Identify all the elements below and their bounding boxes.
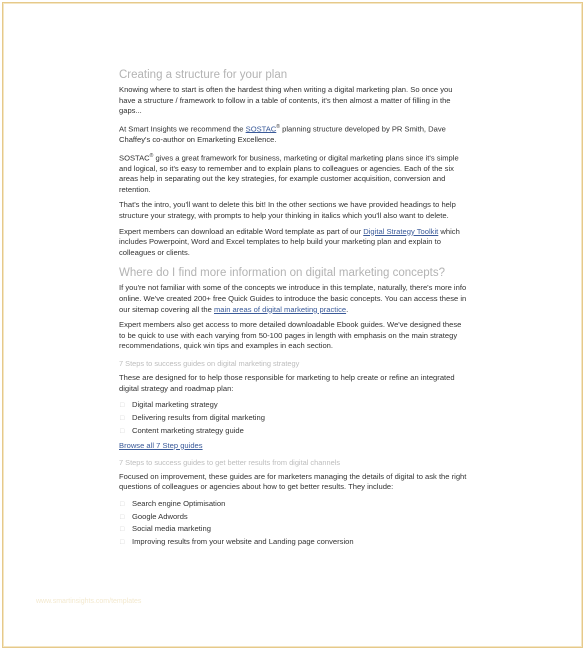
paragraph-ebook-guides: Expert members also get access to more detailed downloadable Ebook guides. We've designed these to be quick to use with each varying from 50-100 pages in length with emphasis on the main strategy recommendations, quick win tips and examples in each section.: [119, 320, 462, 351]
section-heading-more-info: Where do I find more information on digital marketing concepts?: [119, 267, 445, 280]
guides2-list: [119, 498, 469, 549]
paragraph-sostac-recommend: [119, 122, 469, 146]
list-item-label: Delivering results from digital marketing: [132, 412, 265, 422]
paragraph-concepts: [119, 283, 469, 315]
bullet-icon: □: [120, 414, 125, 422]
list-item[interactable]: [119, 536, 469, 549]
bullet-icon: □: [120, 539, 125, 547]
paragraph-intro: Knowing where to start is often the hardest thing when writing a digital marketing plan. So once you have a structure / framework to follow in a table of contents, it's then almost a matter of filling in the gaps...: [119, 85, 453, 116]
list-item-label: Social media marketing: [132, 524, 211, 534]
list-item-label: Digital marketing strategy: [132, 400, 218, 410]
paragraph-guides2-intro: Focused on improvement, these guides are for marketers managing the details of digital to ask the right questions of colleagues or agencies about how to get better results. They include:: [119, 471, 467, 492]
list-item-label: Google Adwords: [132, 511, 188, 521]
bullet-icon: □: [120, 500, 125, 508]
digital-strategy-toolkit-link[interactable]: Digital Strategy Toolkit: [363, 226, 439, 236]
list-item[interactable]: [119, 523, 469, 536]
list-item-label: Improving results from your website and Landing page conversion: [132, 537, 354, 547]
guides1-list: [119, 399, 469, 437]
text-fragment: gives a great framework for business, marketing or digital marketing plans since it's simple and logical, so it's easy to remember and to explain plans to colleagues or agencies. Each of the six areas help in separating out the key strategies, for example customer acquisition, conversion and retention.: [119, 153, 459, 194]
paragraph-expert-download: [119, 227, 469, 259]
subheading-results-guides: 7 Steps to success guides to get better results from digital channels: [119, 457, 341, 467]
document-body: [119, 68, 469, 552]
section-heading-structure: Creating a structure for your plan: [119, 69, 288, 81]
subheading-strategy-guides: 7 Steps to success guides on digital marketing strategy: [119, 358, 300, 368]
paragraph-intro-delete: That's the intro, you'll want to delete this bit! In the other sections we have provided headings to help structure your strategy, with prompts to help your thinking in italics which you'll also want to delete.: [119, 200, 456, 220]
text-fragment: Expert members can download an editable Word template as part of our: [119, 226, 364, 236]
footer-watermark: www.smartinsights.com/templates: [36, 598, 142, 605]
paragraph-sostac-framework: [119, 151, 469, 196]
text-fragment: If you're not familiar with some of the concepts we introduce in this template, naturally, there's more info online. We've created 200+ free Quick Guides to introduce the basic concepts. You can access these in our sitemap covering all the: [119, 283, 467, 314]
list-item-label: Search engine Optimisation: [132, 498, 226, 508]
text-fragment: SOSTAC: [119, 153, 150, 163]
list-item[interactable]: [119, 412, 469, 425]
registered-mark: ®: [149, 152, 154, 159]
list-item[interactable]: [119, 498, 469, 511]
list-item[interactable]: [119, 511, 469, 524]
text-fragment: which includes Powerpoint, Word and Excel templates to help build your marketing plan and explain to colleagues or clients.: [119, 226, 460, 257]
list-item[interactable]: [119, 399, 469, 412]
text-fragment: At Smart Insights we recommend the: [119, 124, 246, 134]
list-item-label: Content marketing strategy guide: [132, 425, 244, 435]
paragraph-guides1-intro: These are designed for to help those responsible for marketing to help create or refine an integrated digital strategy and roadmap plan:: [119, 372, 455, 393]
list-item[interactable]: [119, 425, 469, 438]
text-fragment: .: [346, 304, 349, 314]
registered-mark: ®: [276, 123, 280, 130]
bullet-icon: □: [120, 402, 125, 410]
browse-guides-row: [119, 441, 469, 451]
browse-all-guides-link[interactable]: Browse all 7 Step guides: [119, 440, 203, 450]
main-areas-link[interactable]: main areas of digital marketing practice: [213, 304, 347, 314]
bullet-icon: □: [120, 526, 125, 534]
sostac-link[interactable]: SOSTAC: [245, 124, 277, 134]
text-fragment: planning structure developed by PR Smith, Dave Chaffey's co-author on Emarketing Excellence.: [119, 124, 446, 144]
bullet-icon: □: [120, 513, 125, 521]
bullet-icon: □: [120, 427, 125, 435]
